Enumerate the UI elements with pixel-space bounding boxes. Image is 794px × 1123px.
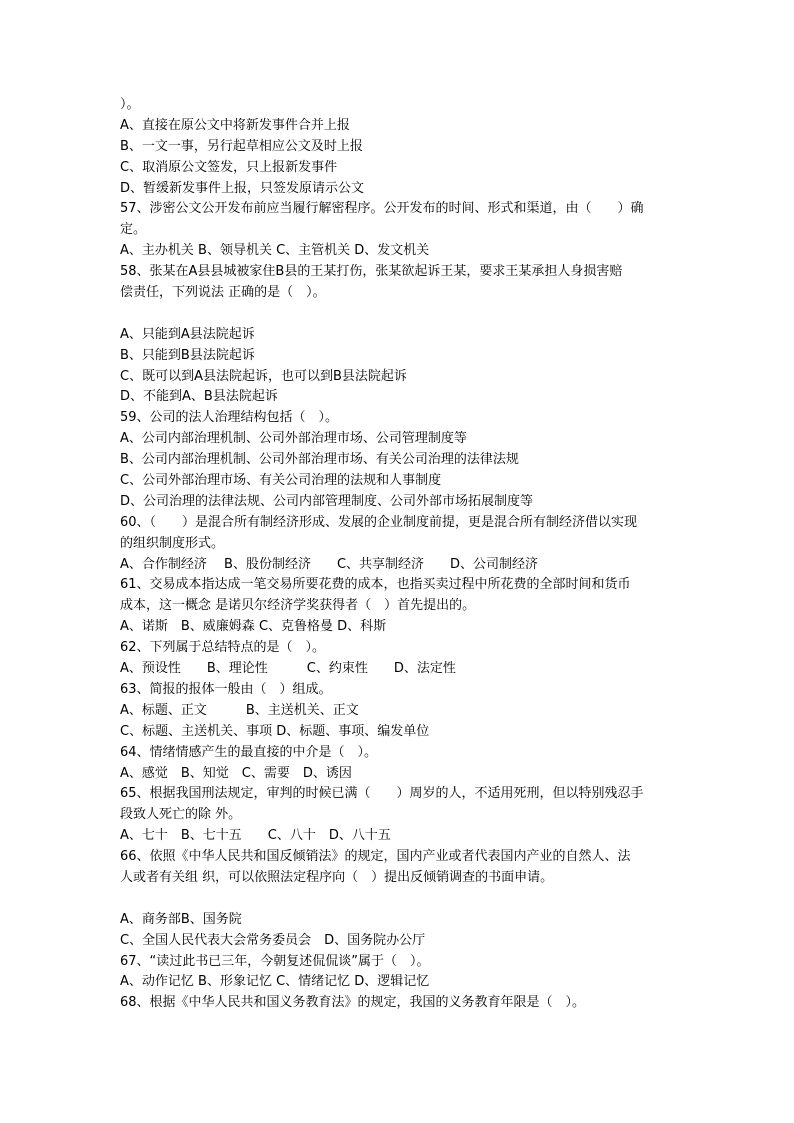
text-line: A、七十 B、七十五 C、八十 D、八十五 bbox=[120, 828, 391, 844]
text-line: 59、公司的法人治理结构包括（ ）。 bbox=[120, 410, 339, 426]
text-line: A、预设性 B、理论性 C、约束性 D、法定性 bbox=[120, 661, 456, 677]
text-line: 偿责任，下列说法 正确的是（ ）。 bbox=[120, 285, 326, 301]
text-line: A、商务部B、国务院 bbox=[120, 911, 242, 927]
document-page bbox=[120, 95, 680, 1014]
text-line: B、一文一事，另行起草相应公文及时上报 bbox=[120, 138, 363, 154]
text-line: D、暂缓新发事件上报，只签发原请示公文 bbox=[120, 180, 365, 196]
text-line: 的组织制度形式。 bbox=[120, 535, 225, 551]
text-line: C、取消原公文签发，只上报新发事件 bbox=[120, 159, 338, 175]
text-line: 60、（ ）是混合所有制经济形成、发展的企业制度前提，更是混合所有制经济借以实现 bbox=[120, 514, 638, 530]
text-line: 61、交易成本指达成一笔交易所要花费的成本，也指买卖过程中所花费的全部时间和货币 bbox=[120, 577, 631, 593]
text-line: A、合作制经济 B、股份制经济 C、共享制经济 D、公司制经济 bbox=[120, 556, 539, 572]
text-line: 段致人死亡的除 外。 bbox=[120, 807, 242, 823]
text-line: 人或者有关组 织，可以依照法定程序向（ ）提出反倾销调查的书面申请。 bbox=[120, 869, 554, 885]
text-line: C、全国人民代表大会常务委员会 D、国务院办公厅 bbox=[120, 932, 426, 948]
text-line: 66、依照《中华人民共和国反倾销法》的规定，国内产业或者代表国内产业的自然人、法 bbox=[120, 849, 631, 865]
text-line: D、不能到A、B县法院起诉 bbox=[120, 389, 278, 405]
text-line: B、只能到B县法院起诉 bbox=[120, 347, 255, 363]
text-line: 67、“读过此书已三年，今朝复述侃侃谈”属于（ ）。 bbox=[120, 953, 430, 969]
text-line: C、标题、主送机关、事项 D、标题、事项、编发单位 bbox=[120, 723, 430, 739]
text-line: 成本，这一概念 是诺贝尔经济学奖获得者（ ）首先提出的。 bbox=[120, 598, 476, 614]
blank-line bbox=[120, 889, 680, 910]
text-line: A、只能到A县法院起诉 bbox=[120, 326, 255, 342]
text-line: 63、简报的报体一般由（ ）组成。 bbox=[120, 681, 332, 697]
text-line: A、标题、正文 B、主送机关、正文 bbox=[120, 702, 359, 718]
text-line: A、公司内部治理机制、公司外部治理市场、公司管理制度等 bbox=[120, 431, 467, 447]
text-line: B、公司内部治理机制、公司外部治理市场、有关公司治理的法律法规 bbox=[120, 452, 519, 468]
text-line: C、公司外部治理市场、有关公司治理的法规和人事制度 bbox=[120, 473, 442, 489]
text-line: 64、情绪情感产生的最直接的中介是（ ）。 bbox=[120, 744, 378, 760]
text-line: 57、涉密公文公开发布前应当履行解密程序。公开发布的时间、形式和渠道，由（ ）确 bbox=[120, 201, 644, 217]
text-line: 定。 bbox=[120, 222, 147, 238]
text-line: A、诺斯 B、威廉姆森 C、克鲁格曼 D、科斯 bbox=[120, 619, 387, 635]
text-line: D、公司治理的法律法规、公司内部管理制度、公司外部市场拓展制度等 bbox=[120, 493, 534, 509]
blank-line bbox=[120, 304, 680, 325]
text-line: 68、根据《中华人民共和国义务教育法》的规定，我国的义务教育年限是（ ）。 bbox=[120, 995, 586, 1011]
text-line: 58、张某在A县县城被家住B县的王某打伤，张某欲起诉王某，要求王某承担人身损害赔 bbox=[120, 264, 623, 280]
text-line: A、主办机关 B、领导机关 C、主管机关 D、发文机关 bbox=[120, 243, 430, 259]
text-line: 65、根据我国刑法规定，审判的时候已满（ ）周岁的人，不适用死刑，但以特别残忍手 bbox=[120, 786, 644, 802]
text-line: 62、下列属于总结特点的是（ ）。 bbox=[120, 640, 326, 656]
text-line: ）。 bbox=[120, 97, 140, 112]
text-line: A、直接在原公文中将新发事件合并上报 bbox=[120, 117, 350, 133]
text-line: C、既可以到A县法院起诉，也可以到B县法院起诉 bbox=[120, 368, 407, 384]
text-line: A、感觉 B、知觉 C、需要 D、诱因 bbox=[120, 765, 352, 781]
text-line: A、动作记忆 B、形象记忆 C、情绪记忆 D、逻辑记忆 bbox=[120, 974, 430, 990]
